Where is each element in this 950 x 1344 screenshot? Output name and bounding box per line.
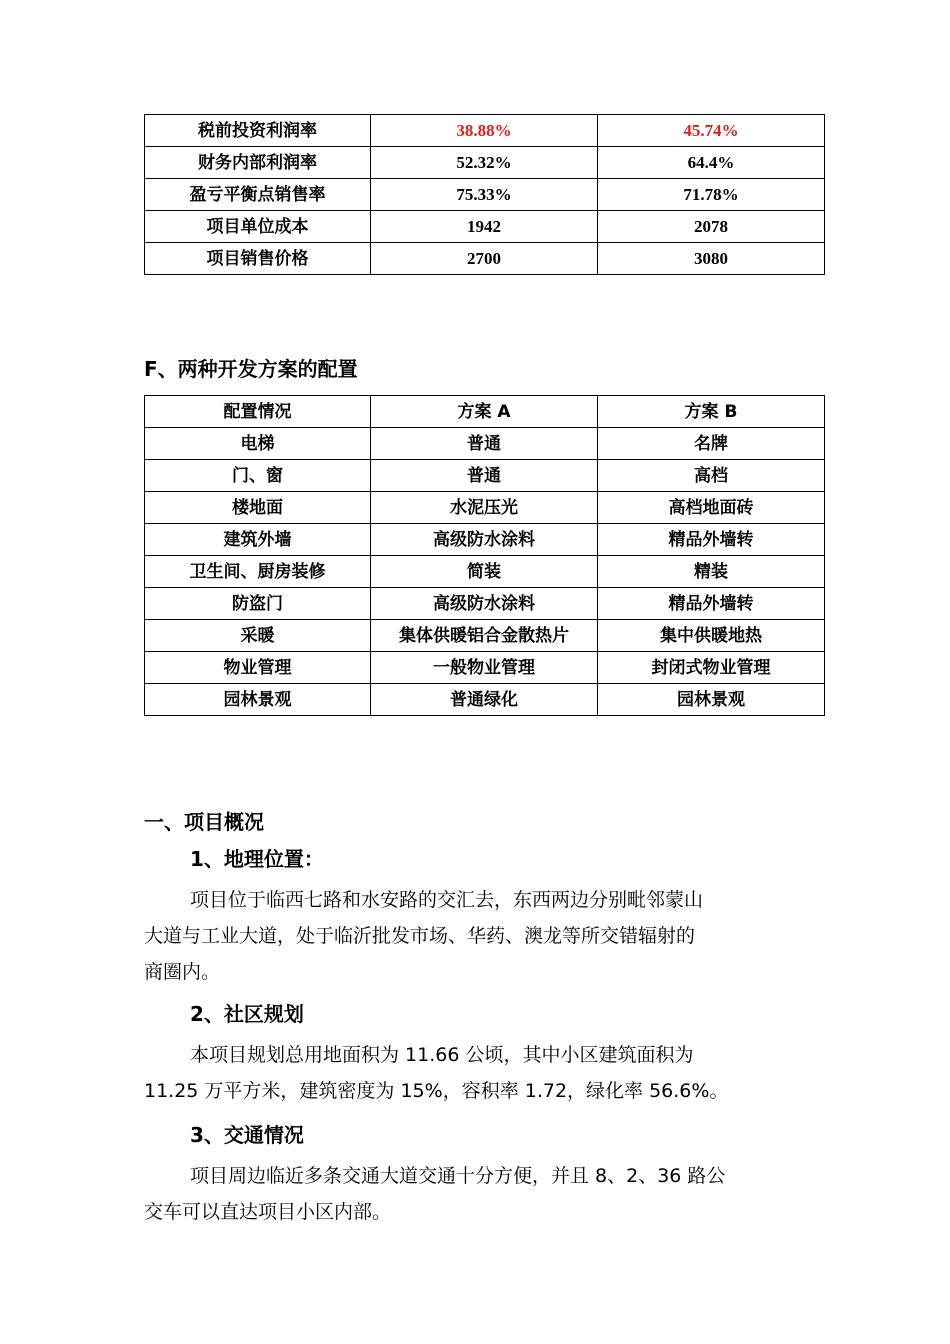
plan-b-value: 71.78% <box>598 179 825 211</box>
plan-a-config: 高级防水涂料 <box>371 524 598 556</box>
plan-a-config: 一般物业管理 <box>371 652 598 684</box>
plan-a-value: 38.88% <box>371 115 598 147</box>
column-header: 配置情况 <box>145 396 371 428</box>
table-header-row <box>145 396 825 428</box>
paragraph-line: 项目周边临近多条交通大道交通十分方便，并且 8、2、36 路公 <box>190 1165 726 1187</box>
config-item: 物业管理 <box>145 652 371 684</box>
table-row <box>145 211 825 243</box>
plan-b-config: 园林景观 <box>598 684 825 716</box>
config-item: 建筑外墙 <box>145 524 371 556</box>
config-item: 电梯 <box>145 428 371 460</box>
plan-b-config: 高档 <box>598 460 825 492</box>
traffic-paragraph <box>144 1158 814 1230</box>
paragraph-line: 项目位于临西七路和水安路的交汇去，东西两边分别毗邻蒙山 <box>190 889 704 911</box>
table-row <box>145 588 825 620</box>
table-row <box>145 524 825 556</box>
configuration-table <box>144 395 825 716</box>
table-row <box>145 492 825 524</box>
plan-a-value: 75.33% <box>371 179 598 211</box>
plan-a-value: 2700 <box>371 243 598 275</box>
plan-b-config: 封闭式物业管理 <box>598 652 825 684</box>
column-header: 方案 B <box>598 396 825 428</box>
plan-b-config: 名牌 <box>598 428 825 460</box>
plan-b-value: 3080 <box>598 243 825 275</box>
plan-a-value: 1942 <box>371 211 598 243</box>
paragraph-line: 本项目规划总用地面积为 11.66 公顷，其中小区建筑面积为 <box>190 1044 694 1066</box>
plan-b-config: 集中供暖地热 <box>598 620 825 652</box>
table-row <box>145 179 825 211</box>
table-row <box>145 147 825 179</box>
paragraph-line: 交车可以直达项目小区内部。 <box>144 1201 392 1223</box>
investment-metrics-table <box>144 114 825 275</box>
metric-label: 财务内部利润率 <box>145 147 371 179</box>
plan-a-value: 52.32% <box>371 147 598 179</box>
plan-a-config: 普通 <box>371 460 598 492</box>
plan-b-value: 2078 <box>598 211 825 243</box>
section-1-title: 一、项目概况 <box>144 810 264 834</box>
table-row <box>145 652 825 684</box>
community-planning-paragraph <box>144 1037 814 1109</box>
plan-a-config: 简装 <box>371 556 598 588</box>
config-item: 采暖 <box>145 620 371 652</box>
plan-b-config: 精装 <box>598 556 825 588</box>
table-row <box>145 243 825 275</box>
location-heading: 1、地理位置： <box>190 847 324 871</box>
paragraph-line: 大道与工业大道，处于临沂批发市场、华药、澳龙等所交错辐射的 <box>144 925 696 947</box>
table-row <box>145 460 825 492</box>
config-item: 门、窗 <box>145 460 371 492</box>
plan-b-config: 精品外墙转 <box>598 588 825 620</box>
plan-a-config: 集体供暖铝合金散热片 <box>371 620 598 652</box>
plan-b-config: 高档地面砖 <box>598 492 825 524</box>
metric-label: 盈亏平衡点销售率 <box>145 179 371 211</box>
plan-b-config: 精品外墙转 <box>598 524 825 556</box>
plan-a-config: 普通绿化 <box>371 684 598 716</box>
location-paragraph <box>144 882 814 990</box>
metric-label: 项目单位成本 <box>145 211 371 243</box>
config-item: 园林景观 <box>145 684 371 716</box>
column-header: 方案 A <box>371 396 598 428</box>
paragraph-line: 11.25 万平方米，建筑密度为 15%，容积率 1.72，绿化率 56.6%。 <box>144 1080 729 1102</box>
config-item: 防盗门 <box>145 588 371 620</box>
plan-a-config: 水泥压光 <box>371 492 598 524</box>
plan-b-value: 64.4% <box>598 147 825 179</box>
plan-b-value: 45.74% <box>598 115 825 147</box>
table-row <box>145 684 825 716</box>
metric-label: 项目销售价格 <box>145 243 371 275</box>
config-item: 卫生间、厨房装修 <box>145 556 371 588</box>
metric-label: 税前投资利润率 <box>145 115 371 147</box>
plan-a-config: 普通 <box>371 428 598 460</box>
plan-a-config: 高级防水涂料 <box>371 588 598 620</box>
table-row <box>145 428 825 460</box>
config-item: 楼地面 <box>145 492 371 524</box>
table-row <box>145 556 825 588</box>
table-row <box>145 620 825 652</box>
section-f-title: F、两种开发方案的配置 <box>144 357 358 381</box>
paragraph-line: 商圈内。 <box>144 961 221 983</box>
table-row <box>145 115 825 147</box>
traffic-heading: 3、交通情况 <box>190 1123 304 1147</box>
community-planning-heading: 2、社区规划 <box>190 1002 304 1026</box>
